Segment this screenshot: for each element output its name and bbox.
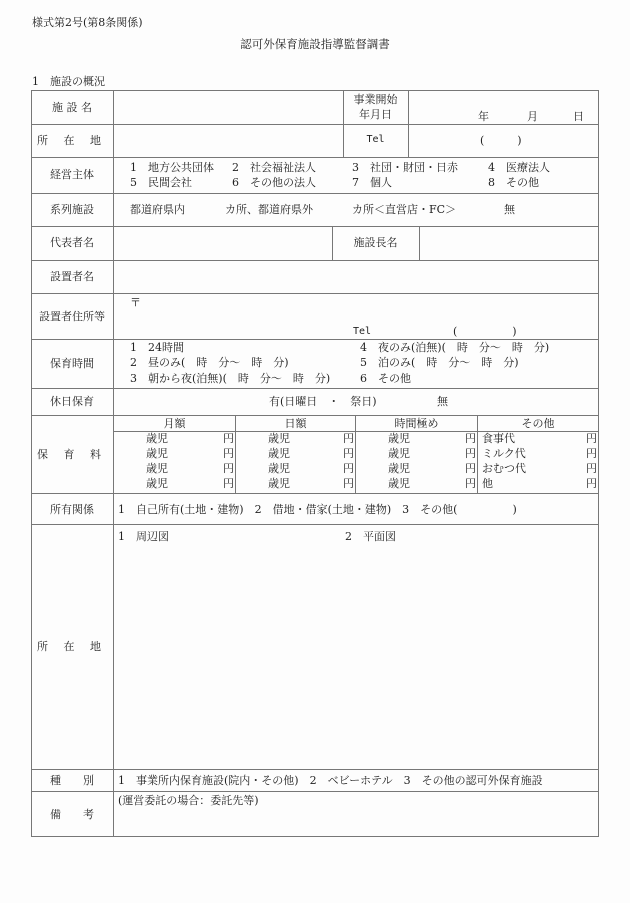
fee-age-label: 歳児: [268, 462, 290, 475]
holiday-label: 休日保育: [50, 395, 94, 408]
hours-option-3[interactable]: 3 朝から夜(泊無)( 時 分～ 時 分): [130, 372, 331, 385]
fee-age-label: 歳児: [388, 462, 410, 475]
representative-label: 代表者名: [50, 236, 94, 249]
fee-age-label: 歳児: [146, 447, 168, 460]
fees-header-daily: 日額: [284, 417, 307, 430]
fee-amount-field[interactable]: [357, 432, 476, 446]
start-date-field[interactable]: [409, 91, 598, 124]
fees-header-monthly: 月額: [163, 417, 186, 430]
fee-yen-unit: 円: [465, 477, 476, 490]
founder-name-field[interactable]: [114, 261, 598, 293]
operator-option-8[interactable]: 8 その他: [488, 176, 539, 189]
fee-amount-field[interactable]: [357, 447, 476, 461]
holiday-yes-option[interactable]: 有(日曜日 ・ 祭日): [269, 395, 377, 408]
fee-other-item-label: ミルク代: [482, 447, 526, 460]
operator-option-3[interactable]: 3 社団・財団・日赤: [352, 161, 458, 174]
fee-age-label: 歳児: [146, 462, 168, 475]
fee-amount-field[interactable]: [237, 447, 354, 461]
location-field[interactable]: [114, 125, 343, 157]
surrounding-map-label: 1 周辺図: [118, 530, 169, 543]
location-tel-field[interactable]: ( ): [480, 134, 522, 147]
fee-yen-unit: 円: [223, 447, 234, 460]
fee-yen-unit: 円: [223, 432, 234, 445]
fee-amount-field[interactable]: [479, 447, 597, 461]
fee-amount-field[interactable]: [237, 477, 354, 491]
postal-mark-icon: 〒: [130, 296, 141, 309]
fees-header-hourly: 時間極め: [394, 417, 439, 430]
director-label: 施設長名: [353, 236, 398, 249]
fee-yen-unit: 円: [465, 462, 476, 475]
founder-address-label: 設置者住所等: [39, 310, 105, 323]
operator-option-5[interactable]: 5 民間会社: [130, 176, 192, 189]
fee-yen-unit: 円: [343, 477, 354, 490]
affiliated-out-pref: カ所、都道府県外: [225, 203, 313, 216]
fee-age-label: 歳児: [146, 477, 168, 490]
fee-yen-unit: 円: [586, 447, 597, 460]
month-label: 月: [527, 110, 538, 123]
section-heading: 1 施設の概況: [32, 75, 105, 88]
fee-yen-unit: 円: [343, 432, 354, 445]
fee-age-label: 歳児: [146, 432, 168, 445]
document-title: 認可外保育施設指導監督調書: [240, 37, 390, 51]
operator-option-4[interactable]: 4 医療法人: [488, 161, 550, 174]
fee-amount-field[interactable]: [115, 432, 234, 446]
fee-yen-unit: 円: [465, 447, 476, 460]
fee-age-label: 歳児: [268, 432, 290, 445]
affiliated-label: 系列施設: [50, 203, 94, 216]
fee-amount-field[interactable]: [237, 432, 354, 446]
facility-name-label: 施 設 名: [52, 101, 92, 114]
day-label: 日: [573, 110, 584, 123]
operator-option-2[interactable]: 2 社会福祉法人: [232, 161, 316, 174]
fee-yen-unit: 円: [586, 477, 597, 490]
site-map-label: 所 在 地: [37, 640, 107, 653]
hours-option-1[interactable]: 1 24時間: [130, 341, 184, 354]
fee-amount-field[interactable]: [115, 462, 234, 476]
type-label: 種 別: [50, 774, 94, 787]
operator-option-7[interactable]: 7 個人: [352, 176, 392, 189]
fee-yen-unit: 円: [223, 462, 234, 475]
ownership-label: 所有関係: [50, 503, 94, 516]
hours-label: 保育時間: [50, 357, 94, 370]
site-map-area[interactable]: [114, 545, 598, 769]
fee-amount-field[interactable]: [237, 462, 354, 476]
fee-other-item-label: 他: [482, 477, 493, 490]
affiliated-count: カ所＜直営店・FC＞: [352, 203, 457, 216]
founder-tel-field[interactable]: ( ): [453, 325, 517, 338]
founder-tel-label: Tel: [353, 326, 372, 337]
hours-option-2[interactable]: 2 昼のみ( 時 分～ 時 分): [130, 356, 289, 369]
remarks-note: (運営委託の場合：委託先等): [118, 794, 259, 807]
start-date-label-2: 年月日: [359, 108, 392, 121]
fee-age-label: 歳児: [388, 477, 410, 490]
fees-label: 保 育 料: [37, 448, 107, 461]
fee-amount-field[interactable]: [115, 477, 234, 491]
remarks-label: 備 考: [50, 808, 94, 821]
remarks-field[interactable]: [114, 810, 598, 836]
form-number: 様式第2号(第8条関係): [32, 16, 143, 29]
fee-yen-unit: 円: [586, 432, 597, 445]
location-label: 所 在 地: [37, 134, 107, 147]
floor-plan-label: 2 平面図: [345, 530, 396, 543]
operator-label: 経営主体: [50, 168, 94, 181]
founder-name-label: 設置者名: [50, 270, 94, 283]
fee-amount-field[interactable]: [357, 462, 476, 476]
fee-age-label: 歳児: [268, 477, 290, 490]
fee-yen-unit: 円: [586, 462, 597, 475]
year-label: 年: [478, 110, 489, 123]
fee-amount-field[interactable]: [479, 432, 597, 446]
fee-age-label: 歳児: [388, 447, 410, 460]
fee-other-item-label: おむつ代: [482, 462, 526, 475]
fee-yen-unit: 円: [465, 432, 476, 445]
fee-yen-unit: 円: [343, 462, 354, 475]
fee-yen-unit: 円: [223, 477, 234, 490]
fee-other-item-label: 食事代: [482, 432, 515, 445]
fee-amount-field[interactable]: [357, 477, 476, 491]
location-tel-label: Tel: [366, 134, 385, 145]
fee-age-label: 歳児: [268, 447, 290, 460]
type-options[interactable]: 1 事業所内保育施設(院内・その他) 2 ベビーホテル 3 その他の認可外保育施設: [118, 774, 543, 787]
fee-yen-unit: 円: [343, 447, 354, 460]
holiday-no-option[interactable]: 無: [437, 395, 448, 408]
start-date-label-1: 事業開始: [353, 93, 398, 106]
affiliated-none-option[interactable]: 無: [504, 203, 515, 216]
ownership-options[interactable]: 1 自己所有(土地・建物) 2 借地・借家(土地・建物) 3 その他( ): [118, 503, 517, 516]
fee-amount-field[interactable]: [479, 477, 597, 491]
representative-field[interactable]: [114, 227, 332, 260]
hours-option-5[interactable]: 5 泊のみ( 時 分～ 時 分): [360, 356, 519, 369]
facility-name-field[interactable]: [114, 91, 343, 124]
operator-option-6[interactable]: 6 その他の法人: [232, 176, 316, 189]
hours-option-6[interactable]: 6 その他: [360, 372, 411, 385]
affiliated-in-pref: 都道府県内: [130, 203, 185, 216]
fee-amount-field[interactable]: [115, 447, 234, 461]
hours-option-4[interactable]: 4 夜のみ(泊無)( 時 分～ 時 分): [360, 341, 550, 354]
director-field[interactable]: [420, 227, 598, 260]
fee-amount-field[interactable]: [479, 462, 597, 476]
fee-age-label: 歳児: [388, 432, 410, 445]
fees-header-other: その他: [521, 417, 555, 430]
operator-option-1[interactable]: 1 地方公共団体: [130, 161, 214, 174]
